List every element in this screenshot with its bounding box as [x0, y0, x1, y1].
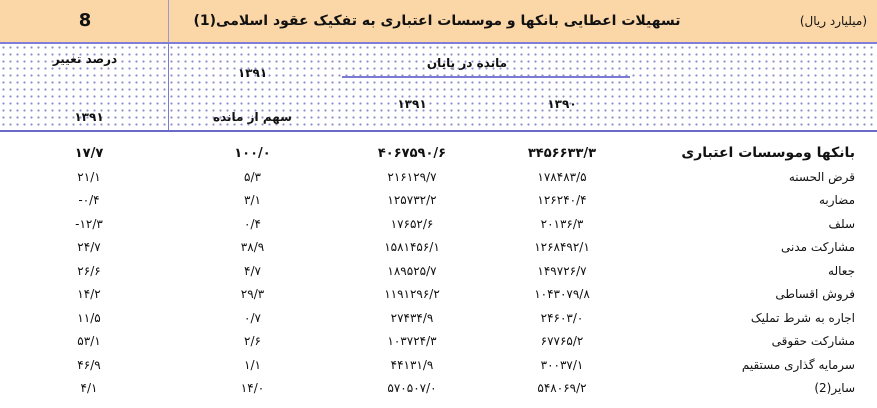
table-row — [0, 283, 877, 307]
row-label: مضاربه — [818, 193, 855, 207]
share-heading: سهم از مانده — [213, 110, 292, 124]
row-label: مشارکت مدنی — [781, 240, 855, 254]
share-cell: ۲/۶ — [244, 334, 261, 348]
row-label: سایر(2) — [814, 381, 855, 395]
change-cell: ۴۶/۹ — [77, 357, 101, 372]
value-1390-cell: ۳۴۵۶۶۳۳/۳ — [527, 146, 597, 161]
share-cell: ۱۰۰/۰ — [234, 146, 271, 161]
table-number: 8 — [78, 10, 92, 31]
table-row — [0, 260, 877, 284]
change-cell: ۱۱/۵ — [77, 310, 101, 325]
share-cell: ۳/۱ — [244, 193, 261, 207]
year-1391-heading: ۱۳۹۱ — [397, 97, 427, 111]
value-1391-cell: ۲۷۴۳۴/۹ — [390, 310, 434, 325]
table-row-total — [0, 142, 877, 166]
change-cell: ۲۶/۶ — [77, 263, 101, 278]
value-1390-cell: ۲۰۱۳۶/۳ — [540, 216, 584, 231]
share-cell: ۰/۴ — [244, 216, 261, 231]
change-cell: ۲۴/۷ — [77, 240, 101, 254]
share-column-divider — [168, 44, 169, 130]
row-label: بانکها وموسسات اعتباری — [681, 145, 855, 161]
share-cell: ۲۹/۳ — [240, 287, 265, 301]
table-row — [0, 189, 877, 213]
value-1391-cell: ۱۷۶۵۲/۶ — [390, 216, 434, 231]
table-row — [0, 330, 877, 354]
change-cell: ۵۳/۱ — [77, 334, 101, 348]
value-1391-cell: ۱۲۵۷۳۲/۲ — [387, 193, 437, 207]
value-1391-cell: ۱۰۳۷۲۴/۳ — [387, 334, 437, 348]
table-row — [0, 307, 877, 331]
table-title: تسهیلات اعطایی بانکها و موسسات اعتباری به تفکیک عقود اسلامی(1) — [193, 13, 681, 29]
value-1390-cell: ۱۰۴۳۰۷۹/۸ — [534, 287, 590, 301]
change-cell: ۱۷/۷ — [74, 146, 104, 161]
table-row — [0, 377, 877, 401]
table-row — [0, 354, 877, 378]
change-heading: درصد تغییر — [52, 52, 118, 66]
share-year-heading: ۱۳۹۱ — [237, 66, 268, 80]
value-1391-cell: ۵۷۰۵۰۷/۰ — [387, 381, 437, 395]
value-1390-cell: ۲۴۶۰۳/۰ — [540, 310, 584, 325]
title-divider — [168, 0, 169, 42]
row-label: جعاله — [828, 263, 855, 278]
share-cell: ۳۸/۹ — [240, 240, 265, 254]
value-1390-cell: ۱۲۶۲۴۰/۴ — [537, 193, 587, 207]
value-1391-cell: ۱۱۹۱۲۹۶/۲ — [384, 287, 440, 301]
share-cell: ۴/۷ — [244, 263, 261, 278]
share-cell: ۰/۷ — [244, 310, 261, 325]
value-1390-cell: ۱۴۹۷۲۶/۷ — [537, 263, 587, 278]
table-row — [0, 166, 877, 190]
end-balance-heading: مانده در پایان — [426, 56, 508, 70]
group-underline — [342, 76, 630, 78]
row-label: قرض الحسنه — [788, 169, 855, 184]
table-row — [0, 236, 877, 260]
table-row — [0, 213, 877, 237]
row-label: اجاره به شرط تملیک — [750, 310, 855, 325]
value-1391-cell: ۴۰۶۷۵۹۰/۶ — [377, 146, 447, 161]
row-label: فروش اقساطی — [775, 287, 855, 301]
unit-label: (میلیارد ریال) — [799, 14, 867, 28]
row-label: مشارکت حقوقی — [771, 334, 855, 348]
share-cell: ۵/۳ — [244, 169, 261, 184]
row-label: سلف — [828, 216, 855, 231]
title-bar — [0, 0, 877, 44]
change-cell: ۱۴/۲ — [77, 287, 101, 301]
value-1391-cell: ۴۴۱۳۱/۹ — [390, 357, 434, 372]
value-1390-cell: ۶۷۷۶۵/۲ — [540, 334, 584, 348]
change-cell: ۲۱/۱ — [77, 169, 101, 184]
change-cell: ۴/۱ — [80, 381, 98, 395]
change-cell: -۰/۴ — [78, 193, 100, 207]
value-1390-cell: ۳۰۰۳۷/۱ — [540, 357, 584, 372]
value-1390-cell: ۱۲۶۸۴۹۲/۱ — [534, 240, 590, 254]
value-1391-cell: ۲۱۶۱۲۹/۷ — [387, 169, 437, 184]
year-1390-heading: ۱۳۹۰ — [547, 97, 577, 111]
value-1390-cell: ۵۴۸۰۶۹/۲ — [537, 381, 587, 395]
share-cell: ۱۴/۰ — [240, 381, 265, 395]
table-header — [0, 44, 877, 132]
value-1391-cell: ۱۵۸۱۴۵۶/۱ — [384, 240, 440, 254]
change-cell: -۱۲/۳ — [75, 216, 103, 231]
value-1390-cell: ۱۷۸۴۸۳/۵ — [537, 169, 587, 184]
table-body — [0, 142, 877, 401]
value-1391-cell: ۱۸۹۵۲۵/۷ — [387, 263, 437, 278]
change-year-heading: ۱۳۹۱ — [74, 110, 104, 124]
row-label: سرمایه گذاری مستقیم — [741, 357, 855, 372]
share-cell: ۱/۱ — [244, 357, 261, 372]
